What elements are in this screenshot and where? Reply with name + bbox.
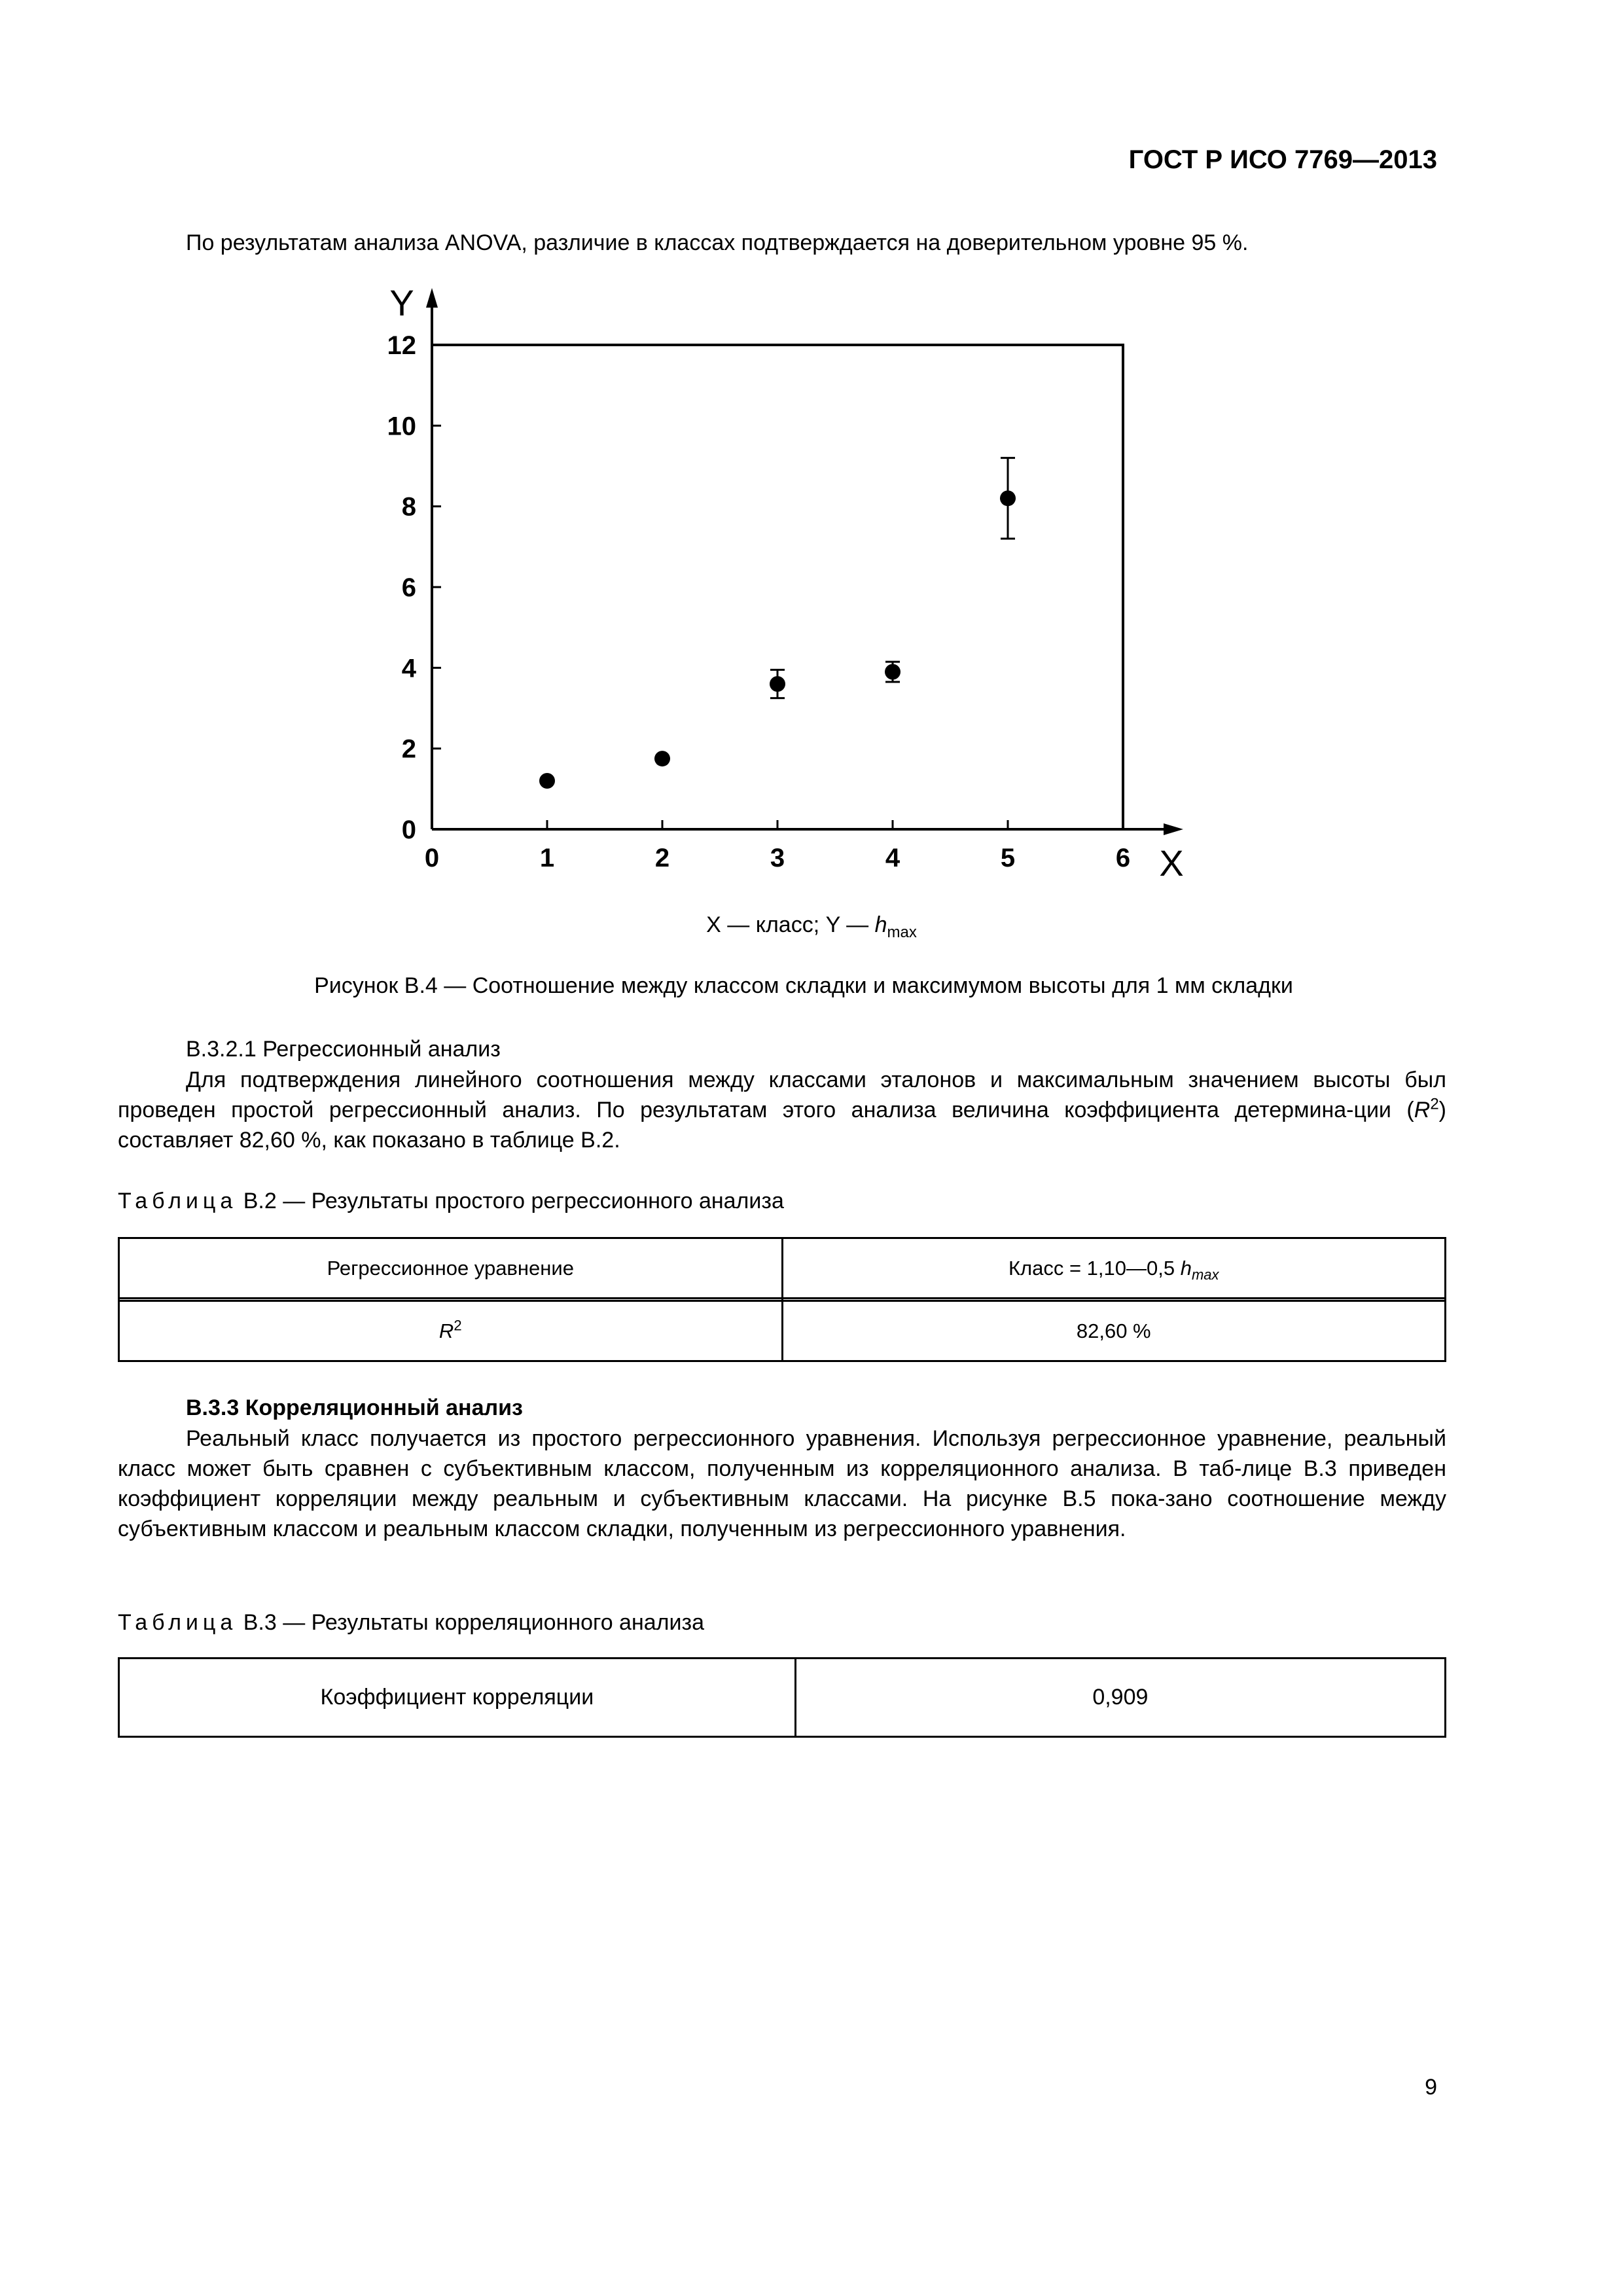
regression-table (118, 1237, 1446, 1362)
paragraph-text-b: ) составляет 82,60 %, как показано в таблице В.2. (118, 1098, 1446, 1153)
x-axis-arrow (1164, 823, 1183, 835)
paragraph-text-a: Для подтверждения линейного соотношения между классами эталонов и максимальным значением высоты был проведен простой регрессионный анализ. По результатам этого анализа величина коэффициента детермина-ции ( (118, 1067, 1446, 1122)
table-header-formula (782, 1238, 1446, 1299)
table-title-text: В.2 — Результаты простого регрессионного анализа (237, 1189, 784, 1213)
intro-paragraph: По результатам анализа ANOVA, различие в классах подтверждается на доверительном уровне 95 %. (186, 230, 1249, 255)
figure-legend (654, 910, 969, 940)
y-tick-label: 8 (401, 492, 416, 522)
formula-variable: h (1180, 1256, 1192, 1280)
page-number: 9 (1425, 2075, 1437, 2100)
table-title-text: В.3 — Результаты корреляционного анализа (237, 1610, 704, 1635)
section-heading-b33: В.3.3 Корреляционный анализ (186, 1395, 523, 1420)
x-axis-label: X (1159, 842, 1184, 877)
x-tick-label: 5 (1000, 844, 1016, 872)
table-row (119, 1301, 1446, 1361)
plot-frame (432, 345, 1123, 829)
y-tick-label: 10 (387, 412, 416, 441)
table-row (119, 1659, 1446, 1737)
data-point (654, 751, 670, 766)
section-heading-b321: В.3.2.1 Регрессионный анализ (186, 1037, 501, 1062)
formula-subscript: max (1191, 1266, 1219, 1283)
table-cell-r2-label (119, 1301, 783, 1361)
y-tick-label: 0 (401, 816, 416, 844)
r-variable: R (438, 1319, 454, 1342)
document-code: ГОСТ Р ИСО 7769—2013 (1128, 145, 1437, 174)
legend-variable: h (874, 912, 887, 937)
x-tick-label: 0 (424, 844, 440, 872)
table-cell-correlation-value: 0,909 (795, 1659, 1445, 1737)
table-row (119, 1238, 1446, 1299)
table-b2-title (118, 1186, 784, 1216)
data-point (1000, 490, 1016, 506)
r-variable: R (1414, 1098, 1431, 1122)
figure-caption: Рисунок В.4 — Соотношение между классом складки и максимумом высоты для 1 мм складки (314, 973, 1293, 998)
x-tick-label: 2 (654, 844, 670, 872)
scatter-chart (366, 275, 1270, 877)
table-header-equation: Регрессионное уравнение (119, 1238, 783, 1299)
r-superscript: 2 (454, 1317, 462, 1334)
table-cell-r2-value: 82,60 % (782, 1301, 1446, 1361)
section-paragraph-b321 (118, 1065, 1446, 1155)
y-tick-label: 6 (401, 573, 416, 602)
data-point (885, 664, 901, 680)
correlation-table (118, 1657, 1446, 1738)
table-cell-correlation-label: Коэффициент корреляции (119, 1659, 796, 1737)
y-axis-label: Y (389, 282, 414, 323)
formula-text: Класс = 1,10—0,5 (1008, 1256, 1181, 1280)
x-tick-label: 1 (539, 844, 555, 872)
y-axis-arrow (426, 288, 438, 308)
x-tick-label: 6 (1115, 844, 1131, 872)
table-label: Таблица (118, 1610, 238, 1635)
legend-subscript: max (887, 923, 917, 941)
r-superscript: 2 (1430, 1095, 1439, 1113)
data-point (770, 676, 785, 692)
y-tick-label: 2 (401, 734, 416, 764)
y-tick-label: 12 (387, 331, 416, 360)
section-paragraph-b33: Реальный класс получается из простого регрессионного уравнения. Используя регрессионное уравнение, реальный класс может быть сравнен с субъективным классом, полученным из корреляционного анализа. В таб-лице В.3 приведен коэффициент корреляции между реальным и субъективным классами. На рисунке В.5 пока-зано соотношение между субъективным классом и реальным классом складки, полученным из регрессионного уравнения. (118, 1426, 1446, 1541)
x-tick-label: 4 (885, 844, 901, 872)
table-label: Таблица (118, 1189, 238, 1213)
data-point (539, 773, 555, 789)
table-b3-title (118, 1607, 704, 1638)
legend-text: X — класс; Y — (706, 912, 875, 937)
x-tick-label: 3 (770, 844, 785, 872)
y-tick-label: 4 (401, 654, 416, 683)
